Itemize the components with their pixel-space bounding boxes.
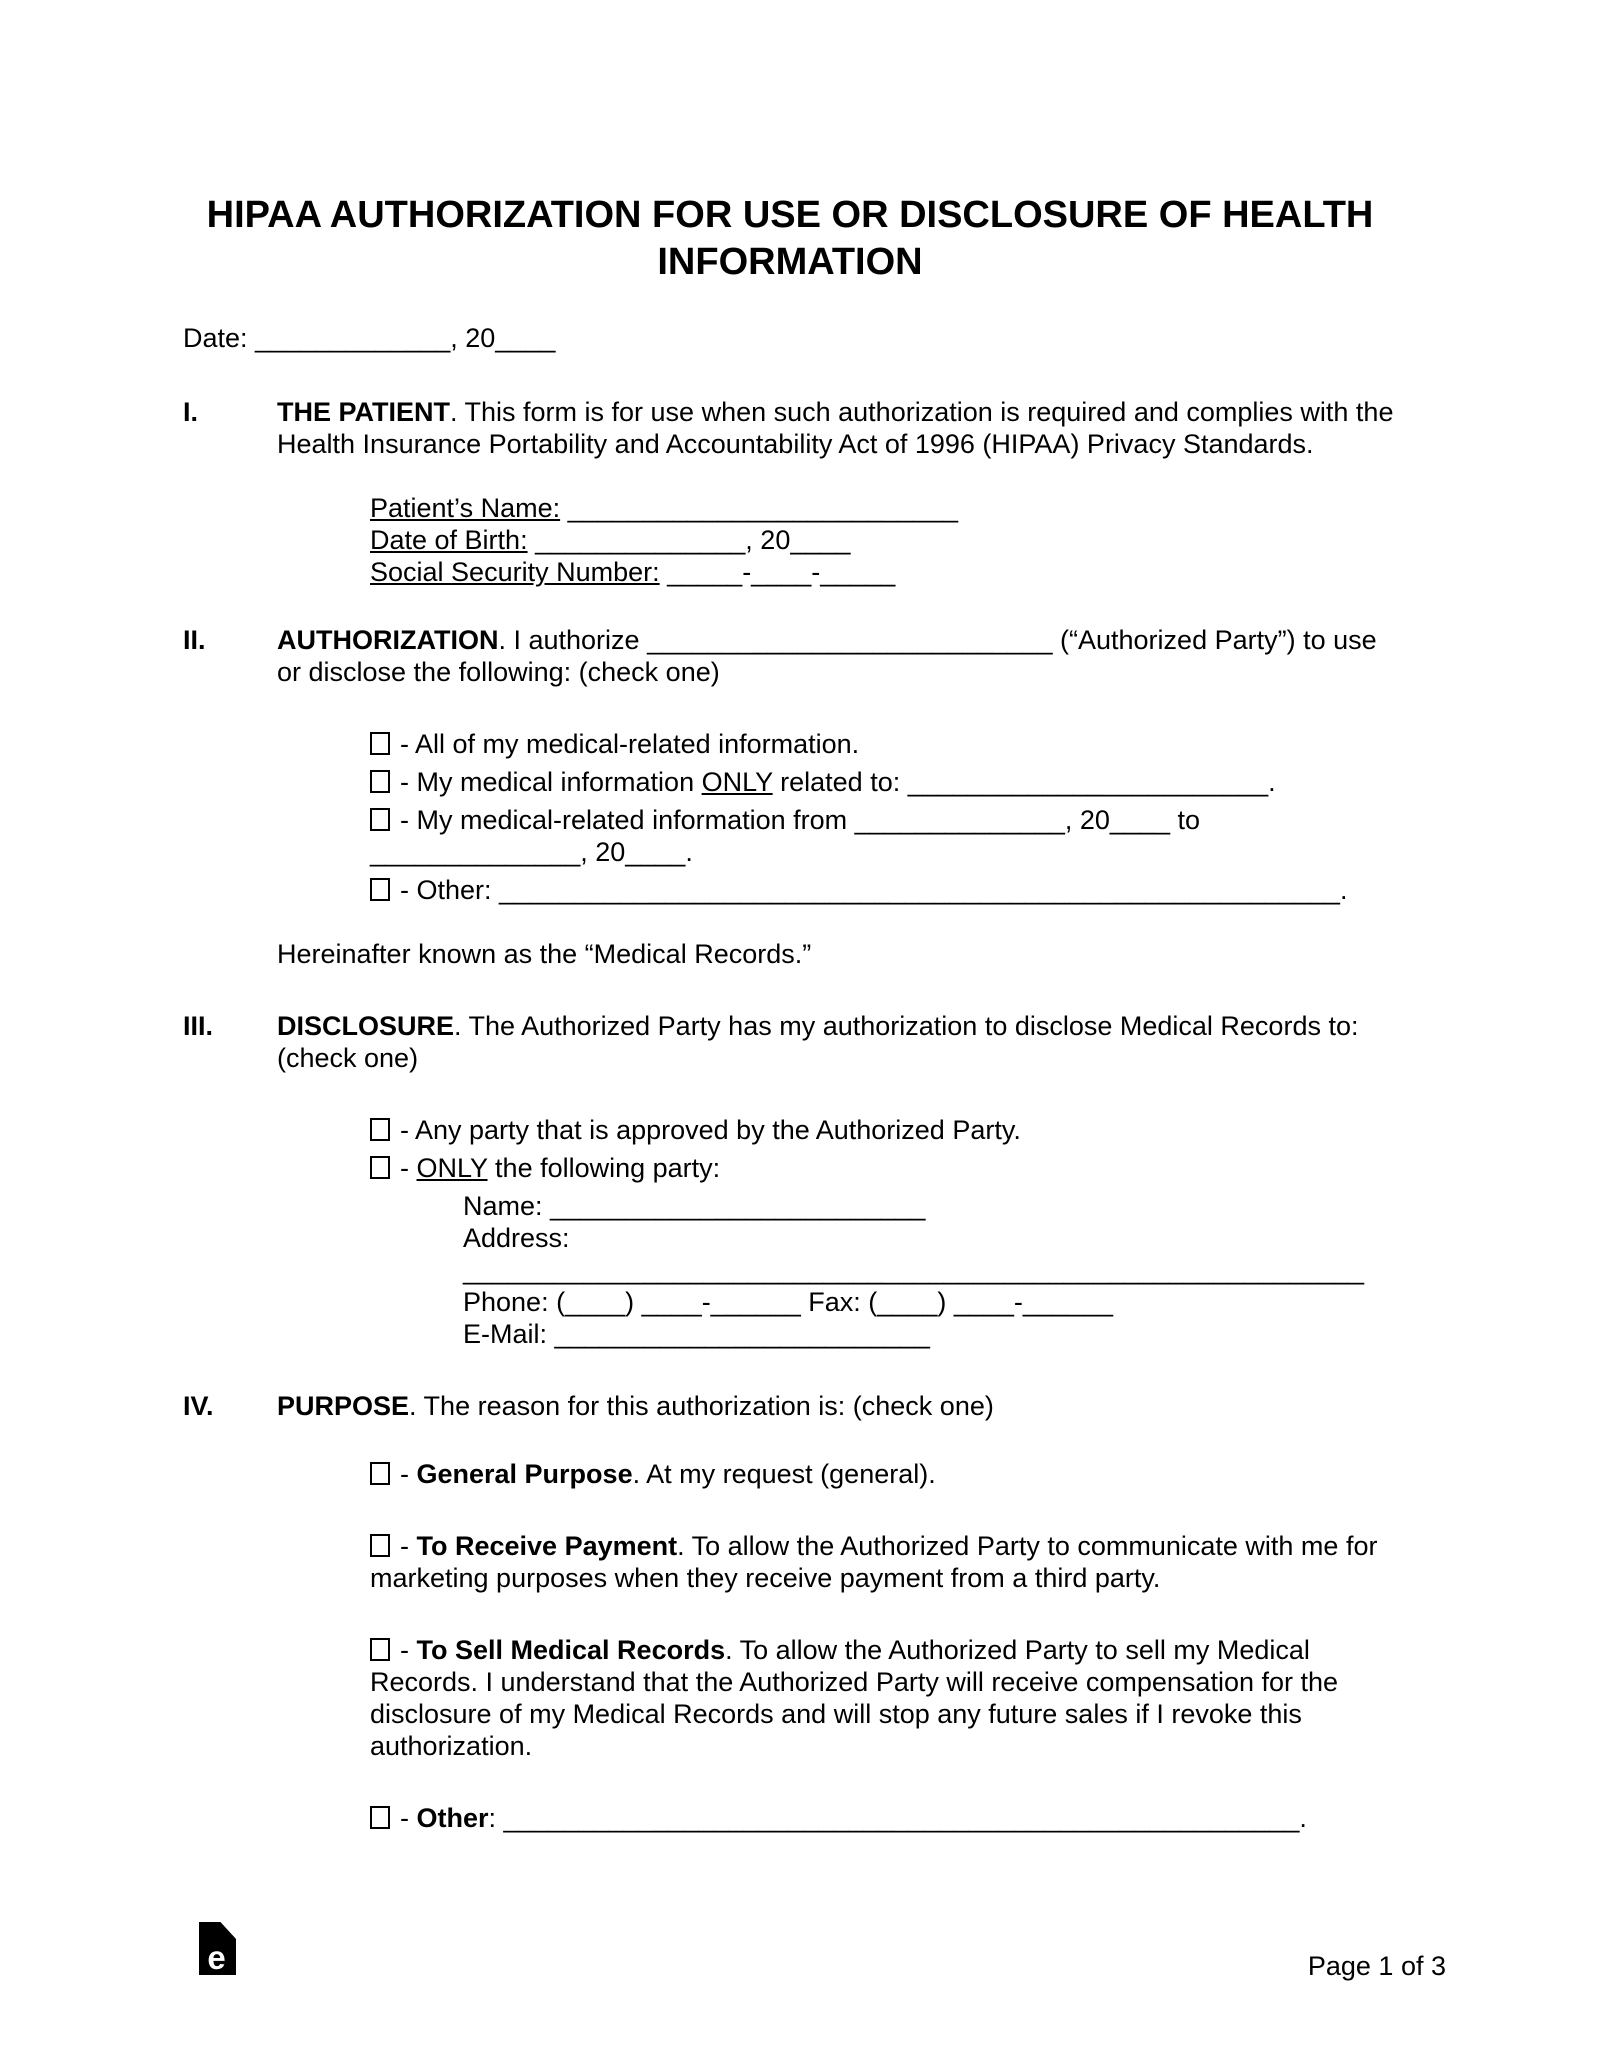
checkbox-icon[interactable] [370, 1156, 390, 1179]
checkbox-label-bold: To Sell Medical Records [416, 1635, 726, 1665]
section-heading: THE PATIENT [277, 397, 450, 427]
patient-name-field [370, 492, 1397, 524]
checkbox-label-emphasis: ONLY [701, 767, 773, 797]
checkbox-icon[interactable] [370, 1806, 390, 1829]
checkbox-icon[interactable] [370, 1534, 390, 1557]
patient-fields [370, 492, 1397, 588]
other-purpose-blank[interactable]: _____________________________________________________ [503, 1803, 1300, 1833]
checkbox-label: - [400, 1635, 417, 1665]
checkbox-option-date-range [370, 804, 1397, 868]
ssn-blank[interactable]: _____-____-_____ [659, 557, 896, 587]
related-to-blank[interactable]: ________________________ [907, 767, 1269, 797]
checkbox-label-bold: General Purpose [416, 1459, 633, 1489]
checkbox-icon[interactable] [370, 1462, 390, 1485]
checkbox-label: - All of my medical-related information. [400, 729, 860, 759]
checkbox-option-only-related-to [370, 766, 1397, 798]
date-line[interactable]: Date: _____________, 20____ [183, 323, 556, 353]
checkbox-label: - [400, 1153, 417, 1183]
section-body-text: (“Authorized Party”) to use or disclose the following: (check one) [277, 625, 1377, 687]
checkbox-icon[interactable] [370, 808, 390, 831]
document-title: HIPAA AUTHORIZATION FOR USE OR DISCLOSURE OF HEALTH INFORMATION [206, 194, 1374, 283]
section-authorization [183, 624, 1397, 970]
party-email-line[interactable]: E-Mail: _________________________ [463, 1319, 930, 1349]
checkbox-option-general-purpose [370, 1458, 1397, 1490]
section-numeral: II. [183, 625, 206, 655]
authorized-party-blank[interactable]: ___________________________ [647, 625, 1053, 655]
checkbox-option-any-party [370, 1114, 1397, 1146]
section-body-text: . The reason for this authorization is: (check one) [409, 1391, 994, 1421]
checkbox-label: - My medical information [400, 767, 702, 797]
party-address-line[interactable]: Address: ____________________________________________________________ [463, 1223, 1364, 1285]
checkbox-label: related to: [772, 767, 908, 797]
checkbox-label: - My medical-related information from ______________, 20____ to ______________, 20____. [370, 805, 1200, 867]
checkbox-icon[interactable] [370, 1638, 390, 1661]
date-of-birth-blank[interactable]: ______________, 20____ [527, 525, 851, 555]
patient-name-label: Patient’s Name: [370, 493, 561, 523]
page-indicator: Page 1 of 3 [1307, 1951, 1446, 1981]
checkbox-option-other-info [370, 874, 1397, 906]
purpose-options [370, 1458, 1397, 1834]
checkbox-label: . To allow the Authorized Party to sell my Medical Records. I understand that the Authorized Party will receive compensation for the disclosure of my Medical Records and will stop any future sales if I revoke this authorization. [370, 1635, 1339, 1761]
checkbox-option-other-purpose [370, 1802, 1397, 1834]
checkbox-label: the following party: [487, 1153, 721, 1183]
checkbox-icon[interactable] [370, 1118, 390, 1141]
ssn-label: Social Security Number: [370, 557, 660, 587]
section-purpose [183, 1390, 1397, 1834]
checkbox-label-bold: Other [416, 1803, 489, 1833]
checkbox-label: - Other: [400, 875, 500, 905]
checkbox-label: . [1268, 767, 1276, 797]
checkbox-label: - [400, 1459, 417, 1489]
checkbox-icon[interactable] [370, 732, 390, 755]
party-contact-fields [463, 1190, 1397, 1350]
checkbox-icon[interactable] [370, 878, 390, 901]
section-heading: AUTHORIZATION [277, 625, 499, 655]
section-intro [277, 1390, 1397, 1422]
section-intro [277, 396, 1397, 460]
disclosure-options [370, 1114, 1397, 1350]
checkbox-label: . At my request (general). [632, 1459, 936, 1489]
checkbox-label: - [400, 1531, 417, 1561]
logo-letter: e [207, 1939, 226, 1976]
section-the-patient [183, 396, 1397, 588]
authorization-options [370, 728, 1397, 906]
checkbox-label-emphasis: ONLY [416, 1153, 488, 1183]
section-intro [277, 1010, 1397, 1074]
section-body-text: . This form is for use when such authorization is required and complies with the Health Insurance Portability and Accountability Act of 1996 (HIPAA) Privacy Standards. [277, 397, 1394, 459]
section-disclosure [183, 1010, 1397, 1350]
section-intro [277, 624, 1397, 688]
date-of-birth-label: Date of Birth: [370, 525, 528, 555]
medical-records-note: Hereinafter known as the “Medical Records.” [277, 939, 812, 969]
checkbox-option-receive-payment [370, 1530, 1397, 1594]
checkbox-label: . To allow the Authorized Party to communicate with me for marketing purposes when they receive payment from a third party. [370, 1531, 1378, 1593]
date-of-birth-field [370, 524, 1397, 556]
checkbox-option-sell-medical-records [370, 1634, 1397, 1762]
checkbox-label-bold: To Receive Payment [416, 1531, 678, 1561]
checkbox-label: - [400, 1803, 417, 1833]
checkbox-label: . [1339, 875, 1348, 905]
section-numeral: I. [183, 397, 199, 427]
other-info-blank[interactable]: ________________________________________________________ [499, 875, 1340, 905]
section-numeral: IV. [183, 1391, 214, 1421]
section-body-text: . The Authorized Party has my authorization to disclose Medical Records to: (check one) [277, 1011, 1359, 1073]
party-name-line[interactable]: Name: _________________________ [463, 1191, 926, 1221]
section-body-text: . I authorize [498, 625, 648, 655]
ssn-field [370, 556, 1397, 588]
eforms-document-icon [199, 1922, 236, 1975]
checkbox-icon[interactable] [370, 770, 390, 793]
patient-name-blank[interactable]: __________________________ [560, 493, 959, 523]
checkbox-label: . [1299, 1803, 1307, 1833]
section-heading: DISCLOSURE [277, 1011, 455, 1041]
checkbox-option-all-medical-info [370, 728, 1397, 760]
checkbox-option-only-party [370, 1152, 1397, 1184]
checkbox-label: : [488, 1803, 504, 1833]
checkbox-label: - Any party that is approved by the Authorized Party. [400, 1115, 1021, 1145]
party-phone-fax-line[interactable]: Phone: (____) ____-______ Fax: (____) ____-______ [463, 1287, 1113, 1317]
section-numeral: III. [183, 1011, 214, 1041]
section-heading: PURPOSE [277, 1391, 410, 1421]
